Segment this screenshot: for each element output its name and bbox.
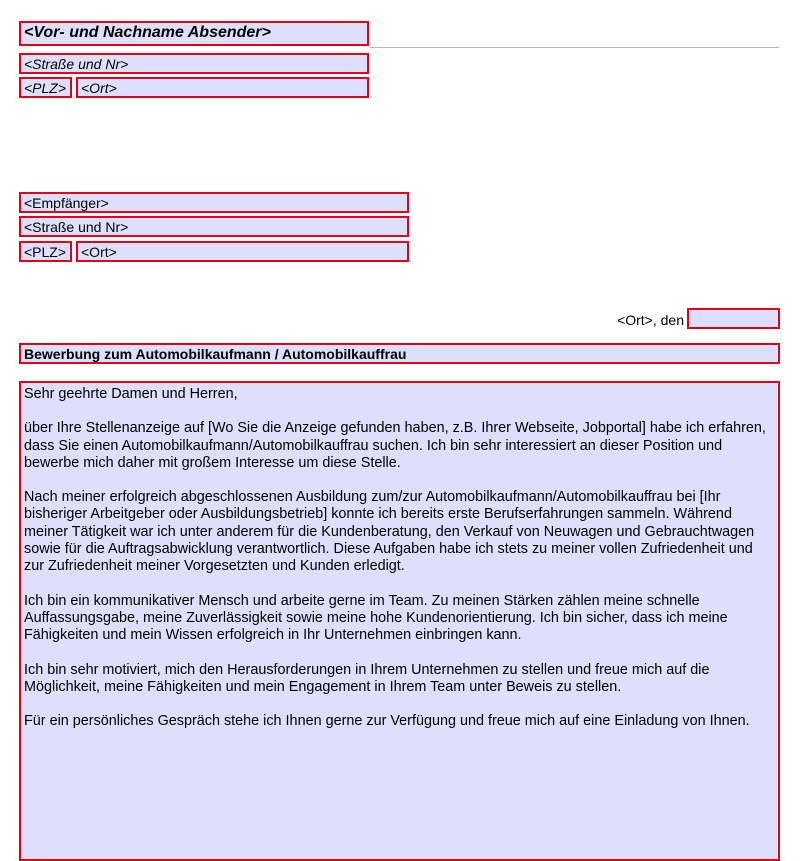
date-field[interactable] [687, 308, 780, 329]
recipient-city-field[interactable]: <Ort> [76, 241, 409, 262]
body-paragraph-5: Für ein persönliches Gespräch stehe ich Ihnen gerne zur Verfügung und freue mich auf eine Einladung von Ihnen. [24, 713, 750, 730]
subject-field[interactable]: Bewerbung zum Automobilkaufmann / Automobilkauffrau [19, 343, 780, 364]
body-paragraph-1: über Ihre Stellenanzeige auf [Wo Sie die Anzeige gefunden haben, z.B. Ihrer Webseite, Jobportal] habe ich erfahren, dass Sie einen Automobilkaufmann/Automobilkauffrau suchen. Ich bin sehr interessiert an dieser Position und bewerbe mich daher mit großem Interesse um diese Stelle. [24, 420, 766, 471]
recipient-plz-field[interactable]: <PLZ> [19, 241, 72, 262]
sender-city-field[interactable]: <Ort> [76, 77, 369, 98]
salutation: Sehr geehrte Damen und Herren, [24, 386, 238, 402]
body-paragraph-3: Ich bin ein kommunikativer Mensch und arbeite gerne im Team. Zu meinen Stärken zählen meine schnelle Auffassungsgabe, meine Zuverlässigkeit sowie meine hohe Kundenorientierung. Ich bin sicher, dass ich meine Fähigkeiten und mein Wissen erfolgreich in Ihr Unternehmen einbringen kann. [24, 592, 728, 644]
header-divider [370, 47, 779, 48]
sender-street-field[interactable]: <Straße und Nr> [19, 53, 369, 74]
body-paragraph-2: Nach meiner erfolgreich abgeschlossenen Ausbildung zum/zur Automobilkaufmann/Automobilkauffrau bei [Ihr bisheriger Arbeitgeber oder Ausbildungsbetrieb] konnte ich bereits erste Berufserfahrungen sammeln. Während meiner Tätigkeit war ich unter anderem für die Kundenberatung, den Verkauf von Neuwagen und Gebrauchtwagen sowie für die Auftragsabwicklung verantwortlich. Diese Aufgaben habe ich stets zu meiner vollen Zufriedenheit und zur Zufriedenheit meiner Vorgesetzten und Kunden erledigt. [24, 489, 755, 575]
recipient-street-field[interactable]: <Straße und Nr> [19, 216, 409, 237]
letter-body-field[interactable] [19, 381, 780, 861]
recipient-name-field[interactable]: <Empfänger> [19, 192, 409, 213]
date-place-label: <Ort>, den [617, 312, 684, 328]
sender-plz-field[interactable]: <PLZ> [19, 77, 72, 98]
body-paragraph-4: Ich bin sehr motiviert, mich den Herausforderungen in Ihrem Unternehmen zu stellen und freue mich auf die Möglichkeit, meine Fähigkeiten und mein Engagement in Ihrem Team unter Beweis zu stellen. [24, 661, 710, 695]
sender-name-field[interactable]: <Vor- und Nachname Absender> [19, 21, 369, 46]
